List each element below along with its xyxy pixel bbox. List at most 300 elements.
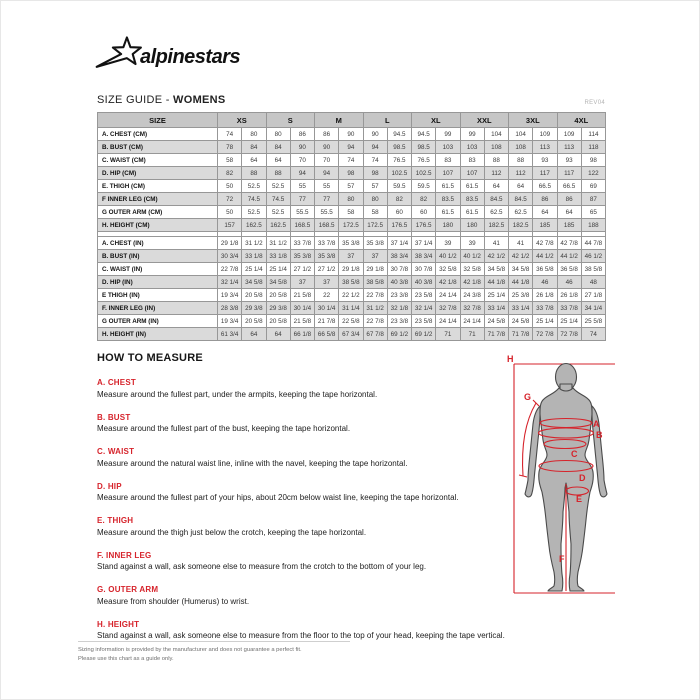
- measurement-cell: 31 1/4: [339, 302, 363, 315]
- size-header-cell: SIZE: [98, 113, 218, 128]
- table-row: [98, 141, 606, 154]
- measurement-cell: 157: [218, 219, 242, 232]
- table-row: [98, 237, 606, 250]
- measurement-cell: 180: [460, 219, 484, 232]
- measure-item: [97, 447, 505, 469]
- measurement-cell: 86: [315, 128, 339, 141]
- measurement-cell: 24 5/8: [484, 315, 508, 328]
- measurement-cell: 107: [436, 167, 460, 180]
- measurement-cell: 52.5: [266, 180, 290, 193]
- measurement-cell: 74: [363, 154, 387, 167]
- measurement-cell: 22 5/8: [339, 315, 363, 328]
- measurement-cell: 82: [412, 193, 436, 206]
- measurement-cell: 21 5/8: [290, 315, 314, 328]
- size-column-header: XXL: [460, 113, 509, 128]
- measure-item-label: D. HIP: [97, 481, 122, 491]
- measurement-cell: 84.5: [509, 193, 533, 206]
- measurement-cell: 72 7/8: [557, 328, 581, 341]
- measurement-cell: 60: [412, 206, 436, 219]
- measurement-cell: 77: [315, 193, 339, 206]
- measurement-cell: 86: [290, 128, 314, 141]
- measurement-cell: 44 1/2: [533, 250, 557, 263]
- measurement-cell: 94: [290, 167, 314, 180]
- measurement-cell: 80: [363, 193, 387, 206]
- measurement-cell: 46: [557, 276, 581, 289]
- measurement-diagram: [503, 350, 631, 605]
- measurement-cell: 22 7/8: [363, 289, 387, 302]
- table-header-row: [98, 113, 606, 128]
- measurement-cell: 71: [436, 328, 460, 341]
- measurement-cell: 58: [218, 154, 242, 167]
- measure-item-label: B. BUST: [97, 412, 131, 422]
- measurement-cell: 46 1/2: [581, 250, 605, 263]
- measurement-cell: 32 1/4: [412, 302, 436, 315]
- measurement-cell: 31 1/2: [363, 302, 387, 315]
- table-row: [98, 289, 606, 302]
- logo-wordmark: alpinestars: [140, 45, 241, 68]
- measurement-cell: 36 5/8: [557, 263, 581, 276]
- measurement-cell: 114: [581, 128, 605, 141]
- measurement-cell: 78: [218, 141, 242, 154]
- size-column-header: L: [363, 113, 412, 128]
- measurement-cell: 90: [290, 141, 314, 154]
- row-label: F. INNER LEG (IN): [98, 302, 218, 315]
- measurement-cell: 71 7/8: [509, 328, 533, 341]
- measurement-cell: 41: [509, 237, 533, 250]
- measurement-cell: 35 3/8: [363, 237, 387, 250]
- measure-item-text: Measure around the fullest part of your hips, about 20cm below waist line, keeping the tape horizontal.: [97, 493, 459, 502]
- row-label: E THIGH (IN): [98, 289, 218, 302]
- measure-item-text: Measure around the fullest part, under the armpits, keeping the tape horizontal.: [97, 389, 378, 399]
- measurement-cell: 64: [557, 206, 581, 219]
- measurement-cell: 88: [484, 154, 508, 167]
- measurement-cell: 25 5/8: [581, 315, 605, 328]
- measurement-cell: 24 1/4: [436, 289, 460, 302]
- measurement-cell: 31 1/2: [242, 237, 266, 250]
- measurement-cell: 69: [581, 180, 605, 193]
- size-column-header: S: [266, 113, 315, 128]
- measurement-cell: 61.5: [436, 180, 460, 193]
- size-table-body: [98, 128, 606, 341]
- measurement-cell: 32 7/8: [436, 302, 460, 315]
- measurement-cell: 21 5/8: [290, 289, 314, 302]
- measurement-cell: 182.5: [509, 219, 533, 232]
- size-column-header: 4XL: [557, 113, 606, 128]
- measurement-cell: 62.5: [484, 206, 508, 219]
- measurement-cell: 38 5/8: [339, 276, 363, 289]
- row-label: C. WAIST (IN): [98, 263, 218, 276]
- measurement-cell: 44 1/2: [557, 250, 581, 263]
- measurement-cell: 66.5: [557, 180, 581, 193]
- measurement-cell: 42 1/8: [436, 276, 460, 289]
- row-label: B. BUST (CM): [98, 141, 218, 154]
- outer-arm-tick-top: [533, 400, 539, 406]
- measurement-cell: 40 1/2: [436, 250, 460, 263]
- measurement-cell: 94: [339, 141, 363, 154]
- table-row: [98, 328, 606, 341]
- measurement-cell: 87: [581, 193, 605, 206]
- measurement-cell: 52.5: [242, 180, 266, 193]
- measurement-cell: 113: [533, 141, 557, 154]
- measure-item-label: H. HEIGHT: [97, 619, 140, 629]
- measurement-cell: 20 5/8: [266, 289, 290, 302]
- row-label: H. HEIGHT (CM): [98, 219, 218, 232]
- measurement-cell: 40 3/8: [412, 276, 436, 289]
- table-row: [98, 250, 606, 263]
- measurement-cell: 107: [460, 167, 484, 180]
- measurement-cell: 64: [266, 154, 290, 167]
- measurement-cell: 23 5/8: [412, 315, 436, 328]
- measurement-cell: 112: [484, 167, 508, 180]
- measurement-cell: 30 7/8: [387, 263, 411, 276]
- measurement-cell: 82: [218, 167, 242, 180]
- page-title: [97, 94, 226, 106]
- measurement-cell: 29 1/8: [339, 263, 363, 276]
- diagram-label-f: F: [559, 554, 565, 564]
- measure-item-label: F. INNER LEG: [97, 550, 152, 560]
- measurement-cell: 20 5/8: [266, 315, 290, 328]
- measurement-cell: 72: [218, 193, 242, 206]
- measurement-cell: 67 7/8: [363, 328, 387, 341]
- measurement-cell: 58: [363, 206, 387, 219]
- measurement-cell: 46: [533, 276, 557, 289]
- measurement-cell: 80: [266, 128, 290, 141]
- measurement-cell: 38 5/8: [581, 263, 605, 276]
- measurement-cell: 41: [484, 237, 508, 250]
- measurement-cell: 37 1/4: [412, 237, 436, 250]
- measurement-cell: 25 1/4: [533, 315, 557, 328]
- measurement-cell: 33 7/8: [557, 302, 581, 315]
- measurement-cell: 172.5: [363, 219, 387, 232]
- measurement-cell: 98: [339, 167, 363, 180]
- row-label: A. CHEST (CM): [98, 128, 218, 141]
- measurement-cell: 72 7/8: [533, 328, 557, 341]
- disclaimer-line-2: Please use this chart as a guide only.: [78, 656, 174, 663]
- measurement-cell: 27 1/2: [290, 263, 314, 276]
- measurement-cell: 176.5: [412, 219, 436, 232]
- measure-item-text: Measure around the fullest part of the bust, keeping the tape horizontal.: [97, 424, 351, 433]
- table-row: [98, 193, 606, 206]
- title-prefix: SIZE GUIDE -: [97, 94, 174, 106]
- measure-item-label: G. OUTER ARM: [97, 585, 159, 594]
- measurement-cell: 108: [484, 141, 508, 154]
- measurement-cell: 94: [315, 167, 339, 180]
- diagram-label-a: A: [593, 419, 600, 429]
- measurement-cell: 32 5/8: [460, 263, 484, 276]
- measurement-cell: 25 1/4: [557, 315, 581, 328]
- measurement-cell: 59.5: [412, 180, 436, 193]
- measurement-cell: 37: [290, 276, 314, 289]
- measurement-cell: 22 1/2: [339, 289, 363, 302]
- measurement-cell: 42 1/2: [484, 250, 508, 263]
- measurement-cell: 109: [533, 128, 557, 141]
- measure-item-label: A. CHEST: [97, 378, 136, 387]
- measurement-cell: 104: [484, 128, 508, 141]
- measurement-cell: 74.5: [242, 193, 266, 206]
- size-column-header: XL: [412, 113, 461, 128]
- measurement-cell: 64: [509, 180, 533, 193]
- measurement-cell: 34 5/8: [266, 276, 290, 289]
- measurement-cell: 76.5: [412, 154, 436, 167]
- measure-item: [97, 482, 505, 504]
- row-label: G OUTER ARM (CM): [98, 206, 218, 219]
- measurement-cell: 24 1/4: [460, 315, 484, 328]
- measurement-cell: 80: [339, 193, 363, 206]
- measure-item-text: Stand against a wall, ask someone else to measure from the floor to the top of your head, keeping the tape vertical.: [97, 631, 505, 640]
- measurement-cell: 83.5: [436, 193, 460, 206]
- measure-item: [97, 413, 505, 435]
- measurement-cell: 83: [436, 154, 460, 167]
- measurement-cell: 88: [242, 167, 266, 180]
- measurement-cell: 39: [436, 237, 460, 250]
- disclaimer-line-1: Sizing information is provided by the manufacturer and does not guarantee a perfect fit.: [78, 647, 302, 653]
- measurement-cell: 33 7/8: [290, 237, 314, 250]
- measurement-cell: 40 3/8: [387, 276, 411, 289]
- measurement-cell: 99: [460, 128, 484, 141]
- measurement-cell: 28 3/8: [218, 302, 242, 315]
- measurement-cell: 74.5: [266, 193, 290, 206]
- measurement-cell: 52.5: [266, 206, 290, 219]
- measurement-cell: 26 1/8: [557, 289, 581, 302]
- measurement-cell: 172.5: [339, 219, 363, 232]
- measurement-cell: 32 5/8: [436, 263, 460, 276]
- measurement-cell: 185: [533, 219, 557, 232]
- measurement-cell: 185: [557, 219, 581, 232]
- measurement-cell: 32 7/8: [460, 302, 484, 315]
- measurement-cell: 113: [557, 141, 581, 154]
- measurement-cell: 38 5/8: [363, 276, 387, 289]
- measurement-cell: 84: [266, 141, 290, 154]
- measurement-cell: 38 3/4: [387, 250, 411, 263]
- measurement-cell: 82: [387, 193, 411, 206]
- alpinestars-star-icon: [94, 34, 146, 72]
- measurement-cell: 57: [339, 180, 363, 193]
- measurement-cell: 80: [242, 128, 266, 141]
- measurement-cell: 94.5: [412, 128, 436, 141]
- measurement-cell: 74: [581, 328, 605, 341]
- table-row: [98, 302, 606, 315]
- measurement-cell: 67 3/4: [339, 328, 363, 341]
- measure-item-text: Stand against a wall, ask someone else to measure from the crotch to the bottom of your leg.: [97, 562, 427, 571]
- measurement-cell: 84.5: [484, 193, 508, 206]
- measurement-cell: 98.5: [412, 141, 436, 154]
- measurement-cell: 98: [581, 154, 605, 167]
- measurement-cell: 29 3/8: [242, 302, 266, 315]
- measurement-cell: 24 3/8: [460, 289, 484, 302]
- measurement-cell: 36 5/8: [533, 263, 557, 276]
- measurement-cell: 23 3/8: [387, 315, 411, 328]
- measurement-cell: 64: [242, 328, 266, 341]
- measurement-cell: 30 1/4: [315, 302, 339, 315]
- measurement-cell: 64: [266, 328, 290, 341]
- measurement-cell: 55: [290, 180, 314, 193]
- size-table: [97, 112, 606, 341]
- table-row: [98, 128, 606, 141]
- measurement-cell: 162.5: [266, 219, 290, 232]
- measure-item: [97, 551, 505, 573]
- measurement-cell: 117: [557, 167, 581, 180]
- measure-item-text: Measure around the thigh just below the crotch, keeping the tape horizontal.: [97, 527, 367, 537]
- measurement-cell: 23 5/8: [412, 289, 436, 302]
- row-label: D. HIP (CM): [98, 167, 218, 180]
- measurement-cell: 112: [509, 167, 533, 180]
- measure-item: [97, 378, 505, 400]
- measurement-cell: 94.5: [387, 128, 411, 141]
- measurement-cell: 188: [581, 219, 605, 232]
- measurement-cell: 74: [218, 128, 242, 141]
- measurement-cell: 27 1/8: [581, 289, 605, 302]
- measurement-cell: 94: [363, 141, 387, 154]
- measurement-cell: 42 1/2: [509, 250, 533, 263]
- measurement-cell: 118: [581, 141, 605, 154]
- measurement-cell: 61.5: [460, 180, 484, 193]
- measurement-cell: 23 3/8: [387, 289, 411, 302]
- measurement-cell: 33 1/4: [509, 302, 533, 315]
- measurement-cell: 59.5: [387, 180, 411, 193]
- measurement-cell: 66 5/8: [315, 328, 339, 341]
- measurement-cell: 58: [339, 206, 363, 219]
- measurement-cell: 34 5/8: [242, 276, 266, 289]
- measurement-cell: 55.5: [315, 206, 339, 219]
- measurement-cell: 35 3/8: [290, 250, 314, 263]
- measurement-cell: 30 3/4: [218, 250, 242, 263]
- measurement-cell: 83: [460, 154, 484, 167]
- measurement-cell: 60: [387, 206, 411, 219]
- measurement-cell: 61.5: [460, 206, 484, 219]
- measurement-cell: 19 3/4: [218, 315, 242, 328]
- measurement-cell: 103: [460, 141, 484, 154]
- measurement-cell: 76.5: [387, 154, 411, 167]
- row-label: C. WAIST (CM): [98, 154, 218, 167]
- measurement-cell: 20 5/8: [242, 315, 266, 328]
- alpinestars-logo: [94, 34, 240, 72]
- measurement-cell: 19 3/4: [218, 289, 242, 302]
- measurement-cell: 98: [363, 167, 387, 180]
- measurement-cell: 98.5: [387, 141, 411, 154]
- measure-item-label: C. WAIST: [97, 447, 135, 456]
- measurement-cell: 57: [363, 180, 387, 193]
- measurement-cell: 64: [484, 180, 508, 193]
- table-row: [98, 167, 606, 180]
- revision-label: REV04: [584, 100, 605, 106]
- measurement-cell: 33 7/8: [315, 237, 339, 250]
- measurement-cell: 70: [315, 154, 339, 167]
- measurement-cell: 93: [533, 154, 557, 167]
- measurement-cell: 33 1/8: [266, 250, 290, 263]
- row-label: H. HEIGHT (IN): [98, 328, 218, 341]
- measurement-cell: 93: [557, 154, 581, 167]
- measurement-cell: 25 1/4: [242, 263, 266, 276]
- measurement-cell: 32 1/4: [218, 276, 242, 289]
- measurement-cell: 69 1/2: [412, 328, 436, 341]
- measurement-cell: 40 1/2: [460, 250, 484, 263]
- measurement-cell: 50: [218, 180, 242, 193]
- table-row: [98, 180, 606, 193]
- measurement-cell: 33 1/8: [242, 250, 266, 263]
- table-row: [98, 276, 606, 289]
- measurement-cell: 74: [339, 154, 363, 167]
- diagram-label-c: C: [571, 449, 578, 459]
- title-bar: [97, 94, 605, 106]
- measurement-cell: 44 1/8: [484, 276, 508, 289]
- measurement-cell: 42 1/8: [460, 276, 484, 289]
- measurement-cell: 30 1/4: [290, 302, 314, 315]
- measure-item-text: Measure around the natural waist line, inline with the navel, keeping the tape horizontal.: [97, 458, 408, 468]
- measurement-cell: 162.5: [242, 219, 266, 232]
- measure-item-label: E. THIGH: [97, 516, 134, 525]
- title-gender: WOMENS: [173, 94, 226, 106]
- measurement-cell: 20 5/8: [242, 289, 266, 302]
- measurement-cell: 34 5/8: [509, 263, 533, 276]
- measurement-cell: 117: [533, 167, 557, 180]
- measurement-cell: 29 3/8: [266, 302, 290, 315]
- measurement-cell: 50: [218, 206, 242, 219]
- measurement-cell: 90: [363, 128, 387, 141]
- footer-disclaimer: [78, 641, 350, 665]
- measurement-cell: 44 7/8: [581, 237, 605, 250]
- size-column-header: 3XL: [509, 113, 558, 128]
- measurement-cell: 33 7/8: [533, 302, 557, 315]
- measure-item: [97, 620, 505, 642]
- measurement-cell: 55.5: [290, 206, 314, 219]
- measurement-cell: 77: [290, 193, 314, 206]
- measurement-cell: 84: [242, 141, 266, 154]
- measurement-cell: 26 1/8: [533, 289, 557, 302]
- measurement-cell: 66 1/8: [290, 328, 314, 341]
- diagram-label-d: D: [579, 473, 586, 483]
- measurement-cell: 168.5: [315, 219, 339, 232]
- table-row: [98, 154, 606, 167]
- measurement-cell: 25 1/4: [484, 289, 508, 302]
- how-to-measure-section: [97, 352, 505, 654]
- measurement-cell: 29 1/8: [363, 263, 387, 276]
- measurement-cell: 24 1/4: [436, 315, 460, 328]
- measurement-cell: 71 7/8: [484, 328, 508, 341]
- table-row: [98, 206, 606, 219]
- measurement-cell: 22 7/8: [218, 263, 242, 276]
- diagram-label-b: B: [596, 430, 603, 440]
- measurement-cell: 35 3/8: [315, 250, 339, 263]
- measurement-cell: 25 3/8: [509, 289, 533, 302]
- measurement-cell: 29 1/8: [218, 237, 242, 250]
- row-label: D. HIP (IN): [98, 276, 218, 289]
- measurement-cell: 30 7/8: [412, 263, 436, 276]
- measurement-cell: 65: [581, 206, 605, 219]
- measure-item: [97, 516, 505, 538]
- row-label: B. BUST (IN): [98, 250, 218, 263]
- measurement-cell: 102.5: [412, 167, 436, 180]
- measurement-cell: 48: [581, 276, 605, 289]
- measurement-cell: 61 3/4: [218, 328, 242, 341]
- measurement-cell: 55: [315, 180, 339, 193]
- measurement-cell: 39: [460, 237, 484, 250]
- row-label: E. THIGH (CM): [98, 180, 218, 193]
- size-column-header: XS: [218, 113, 267, 128]
- measure-item: [97, 585, 505, 607]
- measurement-cell: 37: [363, 250, 387, 263]
- measurement-cell: 71: [460, 328, 484, 341]
- table-row: [98, 315, 606, 328]
- measurement-cell: 182.5: [484, 219, 508, 232]
- row-label: G OUTER ARM (IN): [98, 315, 218, 328]
- measurement-cell: 102.5: [387, 167, 411, 180]
- measurement-cell: 21 7/8: [315, 315, 339, 328]
- measurement-cell: 25 1/4: [266, 263, 290, 276]
- measurement-cell: 88: [509, 154, 533, 167]
- how-to-measure-title: HOW TO MEASURE: [97, 352, 203, 364]
- measurement-cell: 24 5/8: [509, 315, 533, 328]
- measurement-cell: 69 1/2: [387, 328, 411, 341]
